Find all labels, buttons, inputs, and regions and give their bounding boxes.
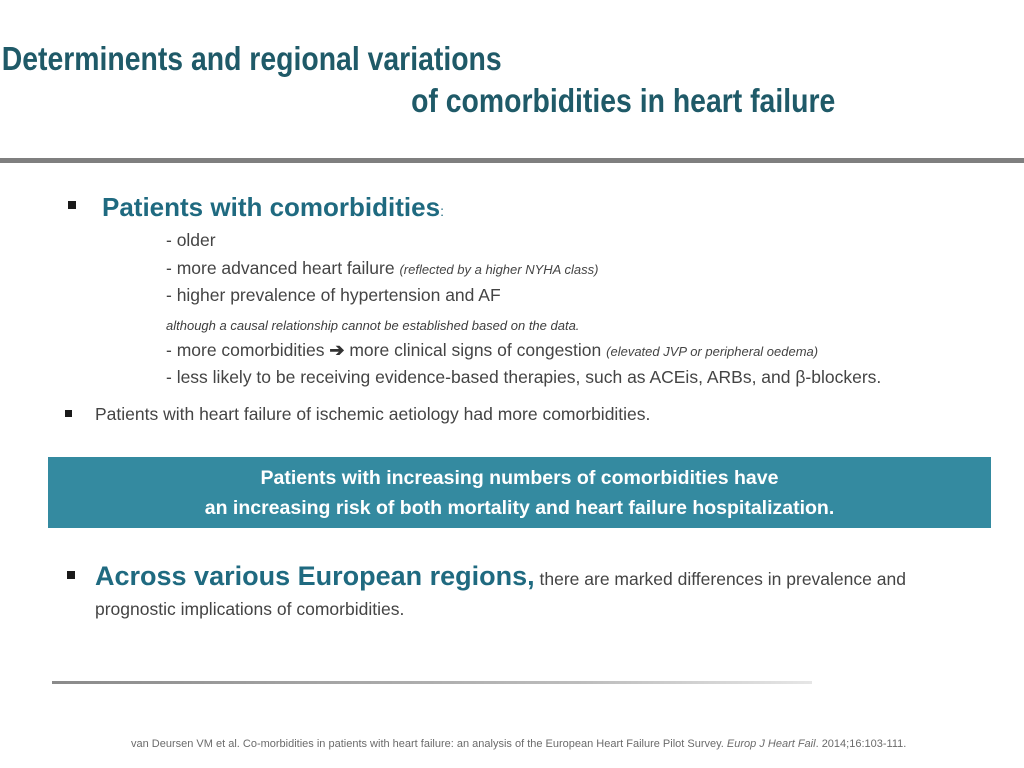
title-line-1: Determinents and regional variations bbox=[1, 40, 502, 77]
bullet-square-icon bbox=[65, 410, 72, 417]
reference-journal: Europ J Heart Fail bbox=[726, 738, 816, 750]
section3-line-2: prognostic implications of comorbidities. bbox=[95, 599, 405, 619]
footer-divider bbox=[52, 681, 812, 684]
section1-heading bbox=[102, 192, 444, 223]
section1-item-advanced-hf bbox=[166, 258, 598, 279]
key-finding-banner bbox=[48, 457, 991, 528]
item-note: (reflected by a higher NYHA class) bbox=[399, 262, 599, 277]
section1-item-hypertension bbox=[166, 285, 501, 306]
section1-heading-text: Patients with comorbidities bbox=[102, 192, 441, 222]
item-text: - more advanced heart failure bbox=[166, 258, 400, 278]
item-text-b: more clinical signs of congestion bbox=[344, 340, 607, 360]
item-text: - higher prevalence of hypertension and AF bbox=[166, 285, 501, 305]
section1-heading-colon: : bbox=[440, 203, 444, 219]
causal-note: although a causal relationship cannot be established based on the data. bbox=[166, 318, 580, 333]
title-divider bbox=[0, 158, 1024, 163]
item-text-a: - more comorbidities bbox=[166, 340, 330, 360]
section1-item-more-comorbidities bbox=[166, 340, 818, 361]
bullet-square-icon bbox=[68, 201, 76, 209]
reference-suffix: . 2014;16:103-111. bbox=[815, 738, 907, 750]
section3-line-1 bbox=[95, 561, 906, 592]
section3-text: there are marked differences in prevalence and bbox=[534, 569, 906, 589]
item-text: - older bbox=[166, 230, 216, 250]
slide-title bbox=[0, 40, 881, 130]
reference-text: van Deursen VM et al. Co-morbidities in patients with heart failure: an analysis of the European Heart Failure Pilot Survey. bbox=[131, 738, 727, 750]
right-arrow-icon: ➔ bbox=[329, 340, 345, 360]
reference-citation bbox=[131, 738, 906, 750]
item-note: (elevated JVP or peripheral oedema) bbox=[606, 344, 819, 359]
section2-text: Patients with heart failure of ischemic aetiology had more comorbidities. bbox=[95, 404, 651, 424]
bullet-square-icon bbox=[67, 571, 75, 579]
section1-item-older bbox=[166, 230, 216, 251]
section3-heading: Across various European regions, bbox=[95, 561, 535, 591]
title-line-2: of comorbidities in heart failure bbox=[411, 82, 836, 119]
banner-line-2: an increasing risk of both mortality and heart failure hospitalization. bbox=[204, 497, 835, 519]
banner-line-1: Patients with increasing numbers of comorbidities have bbox=[260, 467, 779, 489]
section1-item-therapies: - less likely to be receiving evidence-based therapies, such as ACEis, ARBs, and β-blockers. bbox=[166, 367, 882, 387]
